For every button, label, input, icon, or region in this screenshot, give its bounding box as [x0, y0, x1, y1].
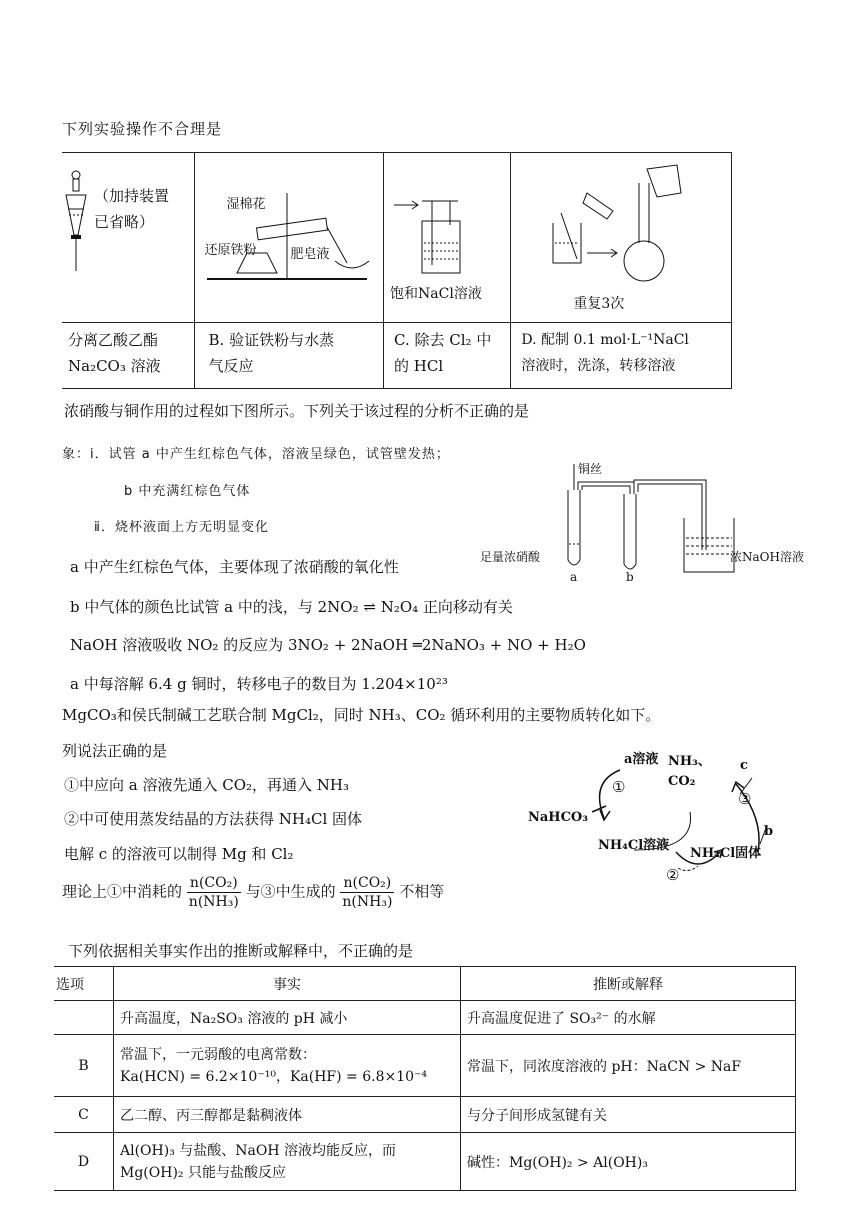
fraction-denominator: n(NH₃)	[342, 894, 393, 910]
q3-cycle-b: b	[764, 824, 774, 839]
q4-row4-option: D	[54, 1133, 114, 1191]
volumetric-flask-icon	[517, 163, 717, 293]
q4-table	[54, 966, 796, 1191]
q1-label-wet-cotton: 湿棉花	[226, 197, 266, 212]
q2-option-a: a 中产生红棕色气体，主要体现了浓硝酸的氧化性	[70, 558, 399, 576]
q3-option-4-pre: 理论上①中消耗的	[62, 882, 183, 901]
q1-cell-b-figure	[194, 153, 384, 323]
q4-row4-fact: Al(OH)₃ 与盐酸、NaOH 溶液均能反应，而 Mg(OH)₂ 只能与盐酸反应	[114, 1133, 461, 1191]
q4-row3-option: C	[54, 1097, 114, 1133]
q1-cell-a-figure	[62, 153, 194, 323]
q1-label-iron-powder: 还原铁粉	[204, 243, 257, 258]
q3-cycle-step-3: ③	[738, 790, 752, 808]
q3-cycle-diagram	[528, 748, 828, 888]
q3-cycle-nh4cl-solid: NH₄Cl固体	[690, 846, 762, 861]
q1-cell-c-figure	[384, 153, 511, 323]
q3-cycle-step-1: ①	[612, 778, 626, 796]
q3-cycle-nahco3: NaHCO₃	[528, 810, 588, 825]
nitric-acid-apparatus-icon	[478, 460, 818, 585]
q3-cycle-step-2: ②	[666, 866, 680, 884]
q1-caption-c: C. 除去 Cl₂ 中 的 HCl	[384, 323, 511, 389]
q1-label-repeat: 重复3次	[573, 296, 625, 312]
q4-header-fact: 事实	[114, 967, 461, 1001]
q2-stem: 浓硝酸与铜作用的过程如下图所示。下列关于该过程的分析不正确的是	[64, 402, 530, 420]
q2-label-naoh: 浓NaOH溶液	[730, 550, 804, 564]
q3-ask: 列说法正确的是	[62, 742, 168, 760]
q4-row1-option	[54, 1001, 114, 1035]
fraction-denominator: n(NH₃)	[188, 894, 239, 910]
q3-option-4	[62, 874, 444, 911]
q3-fraction-1	[187, 874, 241, 911]
q4-header-option: 选项	[54, 967, 114, 1001]
q4-row1-reason: 升高温度促进了 SO₃²⁻ 的水解	[461, 1001, 796, 1035]
q4-row1-fact: 升高温度，Na₂SO₃ 溶液的 pH 减小	[114, 1001, 461, 1035]
q1-label-soap: 肥皂液	[290, 247, 330, 262]
q3-option-4-mid: 与③中生成的	[245, 882, 336, 901]
q2-option-d: a 中每溶解 6.4 g 铜时，转移电子的数目为 1.204×10²³	[70, 675, 448, 693]
q1-option-table	[62, 152, 732, 389]
q3-option-1: ①中应向 a 溶液先通入 CO₂，再通入 NH₃	[64, 776, 350, 794]
q2-observation-3: ⅱ．烧杯液面上方无明显变化	[94, 520, 269, 535]
q1-stem: 下列实验操作不合理是	[62, 120, 223, 138]
q1-fig-note: （加持装置 已省略）	[94, 187, 170, 231]
q4-row3-fact: 乙二醇、丙三醇都是黏稠液体	[114, 1097, 461, 1133]
q4-row2-reason: 常温下，同浓度溶液的 pH：NaCN > NaF	[461, 1035, 796, 1097]
q4-stem: 下列依据相关事实作出的推断或解释中，不正确的是	[68, 942, 414, 960]
table-row	[54, 1133, 796, 1191]
q3-cycle-a: a溶液	[624, 752, 659, 767]
q3-cycle-nh3co2: NH₃、 CO₂	[668, 754, 711, 789]
q1-caption-a: 分离乙酸乙酯 Na₂CO₃ 溶液	[62, 323, 194, 389]
q2-observation-2: b 中充满红棕色气体	[124, 484, 251, 499]
q4-row3-reason: 与分子间形成氢键有关	[461, 1097, 796, 1133]
q3-cycle-nh4cl-solution: NH₄Cl溶液	[598, 838, 670, 853]
q4-row2-option: B	[54, 1035, 114, 1097]
fraction-numerator: n(CO₂)	[187, 874, 241, 893]
q1-caption-b: B. 验证铁粉与水蒸 气反应	[194, 323, 384, 389]
q3-stem: MgCO₃和侯氏制碱工艺联合制 MgCl₂，同时 NH₃、CO₂ 循环利用的主要物质转化如下。	[62, 706, 661, 724]
table-row	[54, 1035, 796, 1097]
q3-cycle-c: c	[740, 758, 748, 773]
q2-label-tube-b: b	[626, 570, 634, 584]
q2-label-copper-wire: 铜丝	[578, 462, 603, 476]
q1-caption-d: D. 配制 0.1 mol·L⁻¹NaCl 溶液时，洗涤，转移溶液	[511, 323, 732, 389]
fraction-numerator: n(CO₂)	[340, 874, 394, 893]
table-row	[54, 1097, 796, 1133]
q1-label-nacl: 饱和NaCl溶液	[390, 286, 482, 302]
q2-label-tube-a: a	[570, 570, 578, 584]
q3-option-2: ②中可使用蒸发结晶的方法获得 NH₄Cl 固体	[64, 810, 363, 828]
q3-option-3: 电解 c 的溶液可以制得 Mg 和 Cl₂	[64, 845, 294, 863]
q4-row2-fact: 常温下，一元弱酸的电离常数： Ka(HCN) = 6.2×10⁻¹⁰，Ka(HF) = 6.8×10⁻⁴	[114, 1035, 461, 1097]
table-row	[54, 1001, 796, 1035]
q2-option-c: NaOH 溶液吸收 NO₂ 的反应为 3NO₂ + 2NaOH ═2NaNO₃ + NO + H₂O	[70, 636, 586, 654]
q3-fraction-2	[340, 874, 394, 911]
q4-header-reason: 推断或解释	[461, 967, 796, 1001]
q4-row4-reason: 碱性：Mg(OH)₂ > Al(OH)₃	[461, 1133, 796, 1191]
q2-observation-1: 象：ⅰ．试管 a 中产生红棕色气体，溶液呈绿色，试管壁发热；	[62, 447, 450, 462]
q1-cell-d-figure	[511, 153, 732, 323]
q3-option-4-post: 不相等	[399, 882, 445, 901]
q2-option-b: b 中气体的颜色比试管 a 中的浅，与 2NO₂ ⇌ N₂O₄ 正向移动有关	[70, 598, 513, 616]
q2-apparatus-figure	[478, 460, 818, 585]
q2-label-acid: 足量浓硝酸	[480, 550, 541, 564]
